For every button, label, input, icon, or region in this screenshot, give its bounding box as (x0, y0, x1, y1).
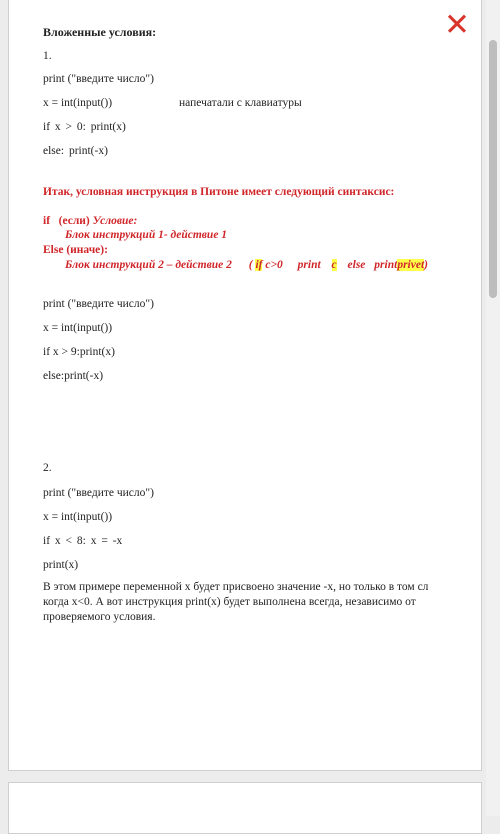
example-print: print (374, 259, 398, 271)
example-c: c (331, 259, 337, 271)
example-open: ( (248, 259, 256, 271)
code-line: print(x) (43, 559, 79, 571)
syntax-else-line: Else (иначе): (43, 244, 108, 256)
example-print: print (297, 259, 321, 271)
page-title: Вложенные условия: (43, 25, 157, 39)
code-line: x = int(input()) (43, 97, 113, 109)
syntax-block2-line (65, 259, 428, 271)
code-line: if x > 9:print(x) (43, 346, 115, 358)
example-if: if (255, 259, 263, 271)
example-else: else (347, 259, 366, 271)
example-privet: privet (397, 259, 425, 271)
explanation-line: когда x<0. А вот инструкция print(x) будет выполнена всегда, независимо от (43, 596, 416, 608)
example-number: 1. (43, 50, 52, 62)
document-page (8, 0, 482, 771)
example-cond: c>0 (262, 259, 283, 271)
example-number: 2. (43, 462, 52, 474)
example-close: ) (424, 259, 428, 271)
code-line: x = int(input()) (43, 511, 113, 523)
code-line: if x > 0: print(x) (43, 121, 126, 133)
condition-label: Условие: (92, 215, 138, 227)
code-line: else: print(-x) (43, 145, 108, 157)
code-line: else:print(-x) (43, 370, 104, 382)
explanation-line: проверяемого условия. (43, 611, 156, 623)
close-icon[interactable]: ✕ (444, 7, 470, 43)
scrollbar[interactable] (486, 0, 500, 816)
code-line: print ("введите число") (43, 73, 154, 85)
syntax-intro: Итак, условная инструкция в Питоне имеет следующий синтаксис: (43, 186, 395, 198)
code-line: x = int(input()) (43, 322, 113, 334)
code-line: print ("введите число") (43, 298, 154, 310)
code-line: if x < 8: x = -x (43, 535, 123, 547)
code-line: print ("введите число") (43, 487, 154, 499)
explanation-line: В этом примере переменной x будет присвоено значение -x, но только в том сл (43, 581, 429, 593)
if-keyword: if (43, 215, 51, 227)
syntax-if-line (43, 215, 137, 227)
syntax-block1: Блок инструкций 1- действие 1 (65, 229, 228, 241)
next-page (8, 782, 482, 834)
scrollbar-thumb[interactable] (489, 40, 497, 298)
if-translation: (если) (58, 215, 90, 227)
syntax-block2: Блок инструкций 2 – действие 2 (65, 259, 232, 271)
code-note: напечатали с клавиатуры (179, 97, 302, 109)
